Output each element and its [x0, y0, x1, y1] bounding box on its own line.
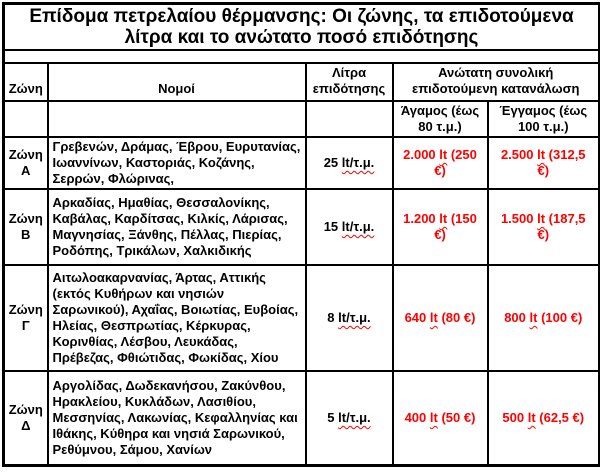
zone-cell: Ζώνη Γ	[4, 265, 48, 371]
liters-cell	[306, 189, 393, 265]
unit: lt	[529, 310, 538, 325]
unit: lt	[527, 409, 536, 425]
table-row-zone-g	[4, 265, 600, 371]
unit: lt	[537, 147, 546, 162]
header-single: Άγαμος (έως 80 τ.μ.)	[393, 101, 488, 137]
liters-cell	[306, 371, 393, 465]
prefectures-cell: Αιτωλοακαρνανίας, Άρτας, Αττικής (εκτός Κυθήρων και νησιών Σαρωνικού), Αχαΐας, Βοιωτίας, Ευβοίας, Ηλείας, Θεσπρωτίας, Κέρκυρας, Κορινθίας, Λέσβου, Λευκάδας, Πρέβεζας, Φθιώτιδας, Φωκίδας, Χίου	[48, 265, 306, 371]
zone-cell: Ζώνη Β	[4, 189, 48, 265]
liters-value: 25	[323, 155, 342, 170]
euro-amount: (250 €)	[434, 147, 477, 178]
amount: 2.500	[500, 147, 538, 162]
header-row-1	[4, 63, 600, 101]
married-max-cell	[488, 371, 600, 465]
header-max-total: Ανώτατη συνολική επιδοτούμενη κατανάλωση	[393, 63, 600, 101]
zone-cell: Ζώνη Δ	[4, 371, 48, 465]
single-max-value	[396, 211, 484, 243]
amount: 1.500	[500, 211, 538, 226]
liters-unit: lt/τ.μ.	[341, 155, 375, 170]
header-married: Έγγαμος (έως 100 τ.μ.)	[488, 101, 600, 137]
liters-unit: lt/τ.μ.	[341, 219, 375, 234]
header-liters: Λίτρα επιδότησης	[306, 63, 393, 101]
married-max-value	[494, 147, 592, 179]
liters-cell	[306, 137, 393, 189]
page	[2, 2, 598, 467]
euro-amount: (150 €)	[434, 211, 477, 242]
liters-cell	[306, 265, 393, 371]
euro-amount: (50 €)	[437, 409, 476, 425]
single-max-cell	[393, 189, 488, 265]
unit: lt	[439, 147, 448, 162]
prefectures-cell: Γρεβενών, Δράμας, Έβρου, Ευρυτανίας, Ιωαννίνων, Καστοριάς, Κοζάνης, Σερρών, Φλώρινας,	[48, 137, 306, 189]
euro-amount: (312,5 €)	[537, 147, 586, 178]
married-max-cell	[488, 137, 600, 189]
heating-oil-subsidy-table	[2, 2, 600, 467]
single-max-value	[396, 310, 484, 326]
single-max-cell	[393, 265, 488, 371]
married-max-value	[494, 310, 592, 326]
euro-amount: (100 €)	[537, 310, 583, 325]
table-row-zone-b	[4, 189, 600, 265]
liters-unit: lt/τ.μ.	[338, 310, 371, 325]
header-zone: Ζώνη	[4, 63, 48, 101]
liters-value: 5	[327, 409, 339, 425]
spacer-cell	[4, 50, 600, 63]
prefectures-cell: Αρκαδίας, Ημαθίας, Θεσσαλονίκης, Καβάλας, Καρδίτσας, Κιλκίς, Λάρισας, Μαγνησίας, Ξάνθης, Πέλλας, Πιερίας, Ροδόπης, Τρικάλων, Χαλκιδικής	[48, 189, 306, 265]
header-prefectures: Νομοί	[48, 63, 306, 101]
header-zone-empty	[4, 101, 48, 137]
liters-value: 15	[323, 219, 342, 234]
married-max-cell	[488, 265, 600, 371]
amount: 800	[504, 310, 530, 325]
amount: 2.000	[403, 147, 440, 162]
unit: lt	[429, 310, 438, 325]
zone-cell: Ζώνη Α	[4, 137, 48, 189]
liters-unit: lt/τ.μ.	[338, 409, 371, 425]
header-row-2	[4, 101, 600, 137]
single-max-value	[396, 147, 484, 179]
single-max-value	[396, 410, 484, 426]
prefectures-cell: Αργολίδας, Δωδεκανήσου, Ζακύνθου, Ηρακλείου, Κυκλάδων, Λασιθίου, Μεσσηνίας, Λακωνίας, Κεφαλληνίας και Ιθάκης, Κύθηρα και νησιά Σαρωνικού, Ρεθύμνου, Σάμου, Χανίων	[48, 371, 306, 465]
single-max-cell	[393, 371, 488, 465]
liters-value: 8	[327, 310, 339, 325]
title-row	[4, 4, 600, 51]
euro-amount: (80 €)	[437, 310, 476, 325]
spacer-row	[4, 50, 600, 63]
unit: lt	[429, 409, 438, 425]
header-liters-empty	[306, 101, 393, 137]
unit: lt	[537, 211, 546, 226]
amount: 500	[502, 409, 528, 425]
married-max-cell	[488, 189, 600, 265]
single-max-cell	[393, 137, 488, 189]
married-max-value	[494, 211, 592, 243]
married-max-value	[494, 410, 592, 426]
table-row-zone-d	[4, 371, 600, 465]
euro-amount: (62,5 €)	[535, 409, 585, 425]
header-prefectures-empty	[48, 101, 306, 137]
unit: lt	[439, 211, 448, 226]
amount: 1.200	[403, 211, 440, 226]
amount: 400	[404, 409, 430, 425]
amount: 640	[404, 310, 430, 325]
euro-amount: (187,5 €)	[537, 211, 586, 242]
table-row-zone-a	[4, 137, 600, 189]
page-title: Επίδομα πετρελαίου θέρμανσης: Οι ζώνης, τα επιδοτούμενα λίτρα και το ανώτατο ποσό επιδότησης	[4, 4, 600, 51]
